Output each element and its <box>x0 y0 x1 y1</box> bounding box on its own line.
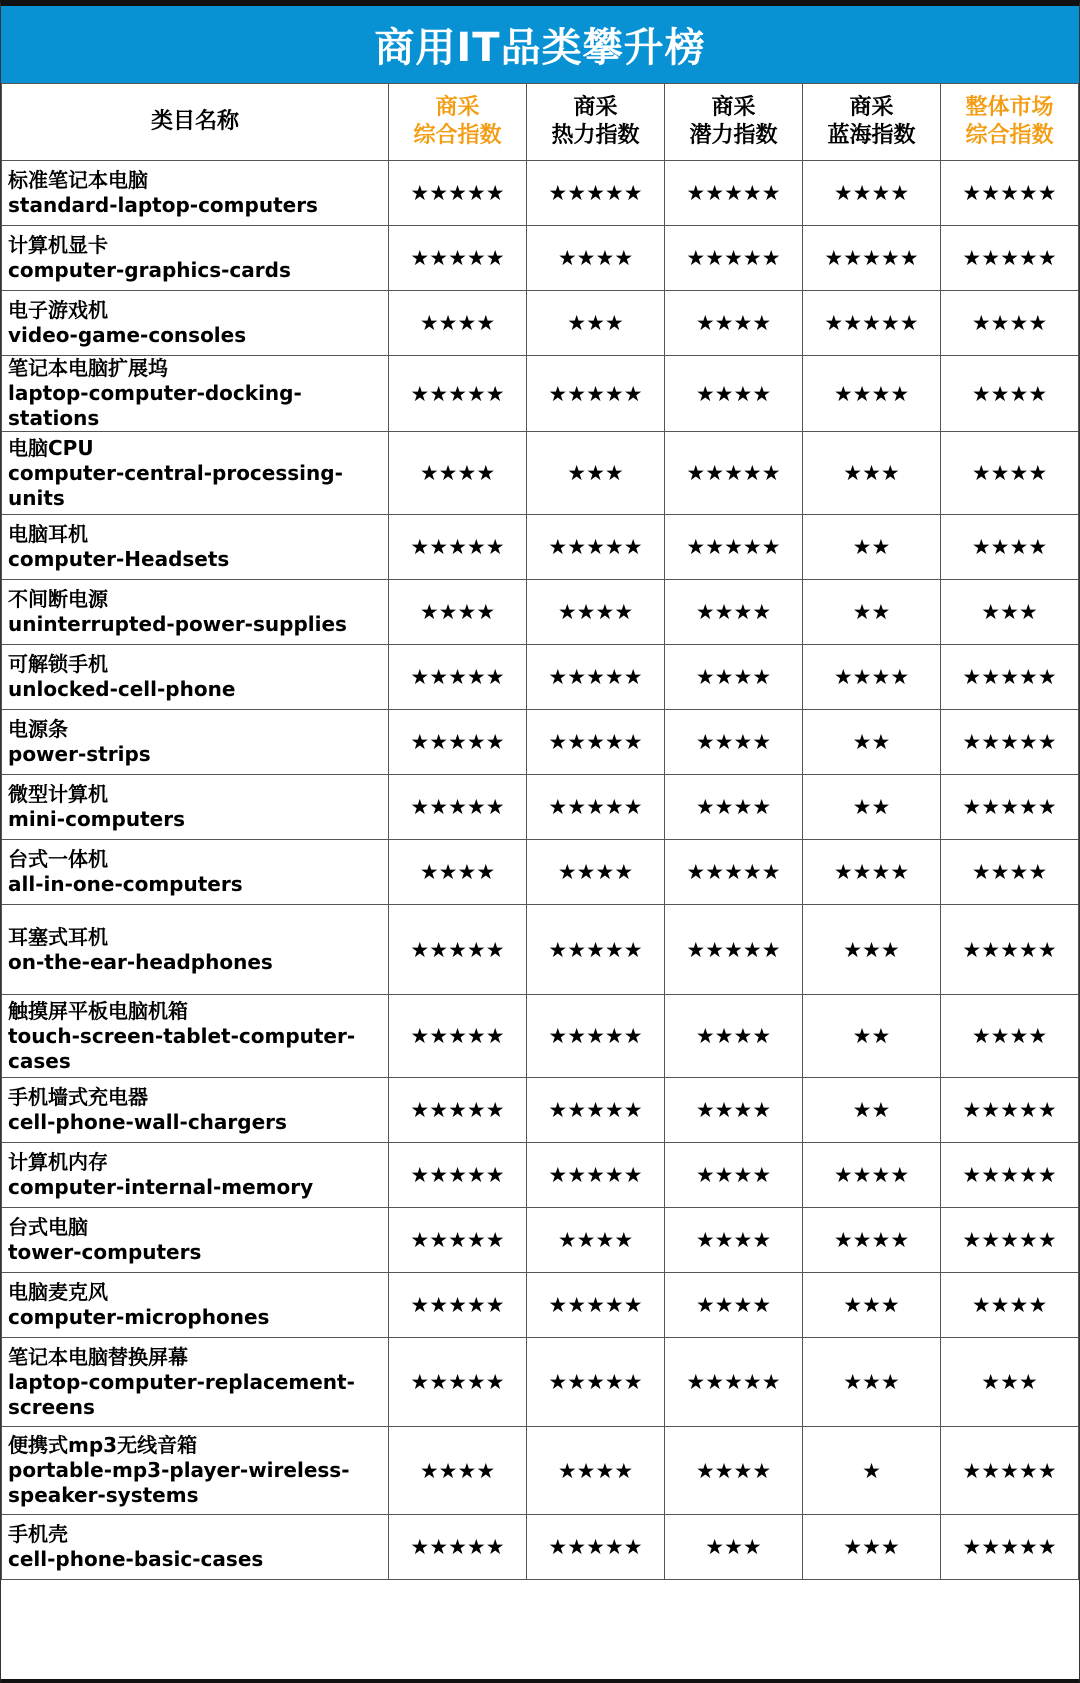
category-name-en: power-strips <box>8 742 151 766</box>
category-name-en: video-game-consoles <box>8 323 247 347</box>
category-name-en: computer-Headsets <box>8 547 230 571</box>
category-name-zh: 可解锁手机 <box>8 652 108 676</box>
table-body <box>2 161 1079 1580</box>
b2b-potential-stars: ★★★★ <box>665 1273 803 1338</box>
category-name-en: laptop-computer-replacement-screens <box>8 1369 355 1419</box>
table-row <box>2 1208 1079 1273</box>
market-composite-stars: ★★★★ <box>941 432 1079 515</box>
b2b-heat-stars: ★★★★★ <box>527 161 665 226</box>
b2b-heat-stars: ★★★★★ <box>527 1338 665 1427</box>
table-row <box>2 1273 1079 1338</box>
column-header-b2b-potential <box>665 84 803 161</box>
b2b-blue-ocean-stars: ★★★ <box>803 432 941 515</box>
market-composite-stars: ★★★★★ <box>941 1078 1079 1143</box>
b2b-heat-stars: ★★★★ <box>527 580 665 645</box>
b2b-heat-stars: ★★★★★ <box>527 995 665 1078</box>
market-composite-stars: ★★★★★ <box>941 1515 1079 1580</box>
category-name-cell <box>2 995 389 1078</box>
table-row <box>2 580 1079 645</box>
category-name-en: all-in-one-computers <box>8 872 243 896</box>
table-row <box>2 840 1079 905</box>
b2b-heat-stars: ★★★★★ <box>527 1143 665 1208</box>
category-name-cell <box>2 226 389 291</box>
category-name-cell <box>2 905 389 995</box>
column-header-b2b-heat <box>527 84 665 161</box>
category-name-en: tower-computers <box>8 1240 202 1264</box>
market-composite-stars: ★★★ <box>941 1338 1079 1427</box>
b2b-potential-stars: ★★★★★ <box>665 905 803 995</box>
b2b-potential-stars: ★★★ <box>665 1515 803 1580</box>
category-name-cell <box>2 161 389 226</box>
market-composite-stars: ★★★★★ <box>941 645 1079 710</box>
table-row <box>2 710 1079 775</box>
table-row <box>2 291 1079 356</box>
b2b-composite-stars: ★★★★ <box>389 291 527 356</box>
category-name-zh: 台式电脑 <box>8 1215 88 1239</box>
b2b-heat-stars: ★★★★ <box>527 1427 665 1515</box>
b2b-heat-stars: ★★★★ <box>527 840 665 905</box>
category-name-en: laptop-computer-docking-stations <box>8 381 302 430</box>
category-name-cell <box>2 432 389 515</box>
category-name-cell <box>2 645 389 710</box>
b2b-heat-stars: ★★★★★ <box>527 1515 665 1580</box>
category-name-en: unlocked-cell-phone <box>8 677 236 701</box>
table-row <box>2 1427 1079 1515</box>
category-name-cell <box>2 710 389 775</box>
market-composite-stars: ★★★★★ <box>941 1427 1079 1515</box>
table-row <box>2 515 1079 580</box>
b2b-composite-stars: ★★★★★ <box>389 710 527 775</box>
b2b-potential-stars: ★★★★ <box>665 1143 803 1208</box>
b2b-composite-stars: ★★★★★ <box>389 1273 527 1338</box>
table-row <box>2 1515 1079 1580</box>
category-name-zh: 笔记本电脑替换屏幕 <box>8 1344 188 1369</box>
b2b-potential-stars: ★★★★ <box>665 710 803 775</box>
category-name-en: portable-mp3-player-wireless-speaker-systems <box>8 1458 350 1507</box>
category-name-en: computer-microphones <box>8 1305 270 1329</box>
column-header-market-composite <box>941 84 1079 161</box>
table-row <box>2 1078 1079 1143</box>
category-name-zh: 手机壳 <box>8 1522 68 1546</box>
b2b-heat-stars: ★★★★★ <box>527 1078 665 1143</box>
category-name-cell <box>2 1338 389 1427</box>
b2b-heat-stars: ★★★ <box>527 291 665 356</box>
market-composite-stars: ★★★★ <box>941 995 1079 1078</box>
b2b-blue-ocean-stars: ★★★★ <box>803 840 941 905</box>
b2b-heat-stars: ★★★★★ <box>527 775 665 840</box>
table-row <box>2 1338 1079 1427</box>
category-name-zh: 便携式mp3无线音箱 <box>8 1433 198 1457</box>
table-row <box>2 161 1079 226</box>
column-header-b2b-composite <box>389 84 527 161</box>
market-composite-stars: ★★★ <box>941 580 1079 645</box>
table-header <box>2 84 1079 161</box>
b2b-blue-ocean-stars: ★★ <box>803 1078 941 1143</box>
table-row <box>2 356 1079 432</box>
b2b-potential-stars: ★★★★ <box>665 775 803 840</box>
header-line-2: 综合指数 <box>965 123 1054 148</box>
b2b-heat-stars: ★★★★★ <box>527 905 665 995</box>
b2b-heat-stars: ★★★★ <box>527 1208 665 1273</box>
b2b-blue-ocean-stars: ★★★★ <box>803 356 941 432</box>
category-name-zh: 电脑麦克风 <box>8 1280 108 1304</box>
b2b-composite-stars: ★★★★★ <box>389 995 527 1078</box>
header-line-2: 热力指数 <box>551 123 640 148</box>
market-composite-stars: ★★★★ <box>941 840 1079 905</box>
category-name-zh: 耳塞式耳机 <box>8 924 108 949</box>
b2b-composite-stars: ★★★★★ <box>389 1515 527 1580</box>
header-line-2: 潜力指数 <box>689 123 778 148</box>
b2b-heat-stars: ★★★★★ <box>527 1273 665 1338</box>
b2b-potential-stars: ★★★★★ <box>665 161 803 226</box>
b2b-heat-stars: ★★★★★ <box>527 356 665 432</box>
category-name-en: computer-internal-memory <box>8 1175 314 1199</box>
category-name-cell <box>2 1143 389 1208</box>
table-row <box>2 905 1079 995</box>
b2b-potential-stars: ★★★★ <box>665 580 803 645</box>
b2b-potential-stars: ★★★★ <box>665 1208 803 1273</box>
header-line-1: 类目名称 <box>150 109 239 134</box>
b2b-potential-stars: ★★★★ <box>665 291 803 356</box>
market-composite-stars: ★★★★★ <box>941 710 1079 775</box>
category-name-zh: 电子游戏机 <box>8 298 108 322</box>
header-line-1: 商采 <box>435 95 480 120</box>
b2b-potential-stars: ★★★★ <box>665 1078 803 1143</box>
category-name-cell <box>2 1078 389 1143</box>
header-row <box>2 84 1079 161</box>
header-line-1: 整体市场 <box>965 95 1054 120</box>
market-composite-stars: ★★★★★ <box>941 1143 1079 1208</box>
b2b-composite-stars: ★★★★★ <box>389 356 527 432</box>
column-header-b2b-blue-ocean <box>803 84 941 161</box>
category-name-cell <box>2 1273 389 1338</box>
b2b-blue-ocean-stars: ★★ <box>803 580 941 645</box>
b2b-blue-ocean-stars: ★★ <box>803 775 941 840</box>
category-name-zh: 计算机内存 <box>8 1150 108 1174</box>
b2b-heat-stars: ★★★★★ <box>527 710 665 775</box>
category-name-cell <box>2 580 389 645</box>
category-name-zh: 触摸屏平板电脑机箱 <box>8 998 188 1023</box>
table-row <box>2 1143 1079 1208</box>
header-line-2: 综合指数 <box>413 123 502 148</box>
b2b-composite-stars: ★★★★★ <box>389 226 527 291</box>
b2b-blue-ocean-stars: ★★ <box>803 515 941 580</box>
category-name-zh: 电脑CPU <box>8 435 94 460</box>
b2b-composite-stars: ★★★★★ <box>389 161 527 226</box>
category-name-en: on-the-ear-headphones <box>8 949 273 974</box>
table-row <box>2 995 1079 1078</box>
b2b-potential-stars: ★★★★ <box>665 645 803 710</box>
header-line-1: 商采 <box>849 95 894 120</box>
b2b-blue-ocean-stars: ★★ <box>803 710 941 775</box>
b2b-composite-stars: ★★★★ <box>389 432 527 515</box>
b2b-blue-ocean-stars: ★★ <box>803 995 941 1078</box>
category-name-en: uninterrupted-power-supplies <box>8 612 347 636</box>
table-row <box>2 775 1079 840</box>
b2b-heat-stars: ★★★ <box>527 432 665 515</box>
market-composite-stars: ★★★★★ <box>941 161 1079 226</box>
category-name-cell <box>2 1427 389 1515</box>
b2b-potential-stars: ★★★★ <box>665 356 803 432</box>
b2b-blue-ocean-stars: ★★★★ <box>803 161 941 226</box>
b2b-composite-stars: ★★★★★ <box>389 905 527 995</box>
b2b-composite-stars: ★★★★★ <box>389 1208 527 1273</box>
market-composite-stars: ★★★★★ <box>941 775 1079 840</box>
category-name-cell <box>2 840 389 905</box>
market-composite-stars: ★★★★ <box>941 291 1079 356</box>
b2b-blue-ocean-stars: ★★★ <box>803 1338 941 1427</box>
ranking-table <box>1 83 1079 1580</box>
b2b-composite-stars: ★★★★★ <box>389 1143 527 1208</box>
market-composite-stars: ★★★★★ <box>941 226 1079 291</box>
b2b-heat-stars: ★★★★★ <box>527 515 665 580</box>
category-name-zh: 手机墙式充电器 <box>8 1085 148 1109</box>
market-composite-stars: ★★★★ <box>941 1273 1079 1338</box>
b2b-composite-stars: ★★★★★ <box>389 775 527 840</box>
market-composite-stars: ★★★★ <box>941 515 1079 580</box>
category-name-cell <box>2 515 389 580</box>
category-name-cell <box>2 1515 389 1580</box>
b2b-blue-ocean-stars: ★★★★ <box>803 645 941 710</box>
category-name-en: cell-phone-basic-cases <box>8 1547 264 1571</box>
b2b-potential-stars: ★★★★★ <box>665 515 803 580</box>
b2b-potential-stars: ★★★★★ <box>665 432 803 515</box>
b2b-blue-ocean-stars: ★ <box>803 1427 941 1515</box>
market-composite-stars: ★★★★ <box>941 356 1079 432</box>
header-line-1: 商采 <box>711 95 756 120</box>
category-name-zh: 标准笔记本电脑 <box>8 168 148 192</box>
market-composite-stars: ★★★★★ <box>941 1208 1079 1273</box>
b2b-blue-ocean-stars: ★★★★ <box>803 1208 941 1273</box>
category-name-en: standard-laptop-computers <box>8 193 318 217</box>
table-row <box>2 432 1079 515</box>
category-name-cell <box>2 1208 389 1273</box>
b2b-potential-stars: ★★★★★ <box>665 840 803 905</box>
table-row <box>2 226 1079 291</box>
market-composite-stars: ★★★★★ <box>941 905 1079 995</box>
header-line-2: 蓝海指数 <box>827 123 916 148</box>
b2b-composite-stars: ★★★★★ <box>389 1078 527 1143</box>
b2b-blue-ocean-stars: ★★★ <box>803 1273 941 1338</box>
category-name-en: touch-screen-tablet-computer-cases <box>8 1023 356 1073</box>
b2b-composite-stars: ★★★★★ <box>389 645 527 710</box>
b2b-blue-ocean-stars: ★★★★★ <box>803 291 941 356</box>
b2b-blue-ocean-stars: ★★★★ <box>803 1143 941 1208</box>
b2b-blue-ocean-stars: ★★★ <box>803 905 941 995</box>
b2b-heat-stars: ★★★★★ <box>527 645 665 710</box>
category-name-cell <box>2 291 389 356</box>
category-name-zh: 不间断电源 <box>8 587 108 611</box>
category-name-zh: 微型计算机 <box>8 782 108 806</box>
table-row <box>2 645 1079 710</box>
category-name-zh: 笔记本电脑扩展坞 <box>8 356 168 380</box>
b2b-composite-stars: ★★★★★ <box>389 1338 527 1427</box>
category-name-zh: 台式一体机 <box>8 847 108 871</box>
column-header-category <box>2 84 389 161</box>
b2b-heat-stars: ★★★★ <box>527 226 665 291</box>
b2b-composite-stars: ★★★★ <box>389 1427 527 1515</box>
category-name-cell <box>2 775 389 840</box>
b2b-blue-ocean-stars: ★★★ <box>803 1515 941 1580</box>
page-title: 商用IT品类攀升榜 <box>1 6 1079 83</box>
category-name-en: mini-computers <box>8 807 185 831</box>
b2b-potential-stars: ★★★★★ <box>665 1338 803 1427</box>
category-name-zh: 计算机显卡 <box>8 233 108 257</box>
b2b-potential-stars: ★★★★★ <box>665 226 803 291</box>
category-name-zh: 电脑耳机 <box>8 522 88 546</box>
category-name-en: cell-phone-wall-chargers <box>8 1110 287 1134</box>
category-name-en: computer-central-processing-units <box>8 460 343 510</box>
b2b-composite-stars: ★★★★★ <box>389 515 527 580</box>
b2b-composite-stars: ★★★★ <box>389 840 527 905</box>
b2b-potential-stars: ★★★★ <box>665 995 803 1078</box>
category-name-cell <box>2 356 389 432</box>
category-name-zh: 电源条 <box>8 717 68 741</box>
b2b-potential-stars: ★★★★ <box>665 1427 803 1515</box>
b2b-composite-stars: ★★★★ <box>389 580 527 645</box>
header-line-1: 商采 <box>573 95 618 120</box>
category-name-en: computer-graphics-cards <box>8 258 291 282</box>
b2b-blue-ocean-stars: ★★★★★ <box>803 226 941 291</box>
